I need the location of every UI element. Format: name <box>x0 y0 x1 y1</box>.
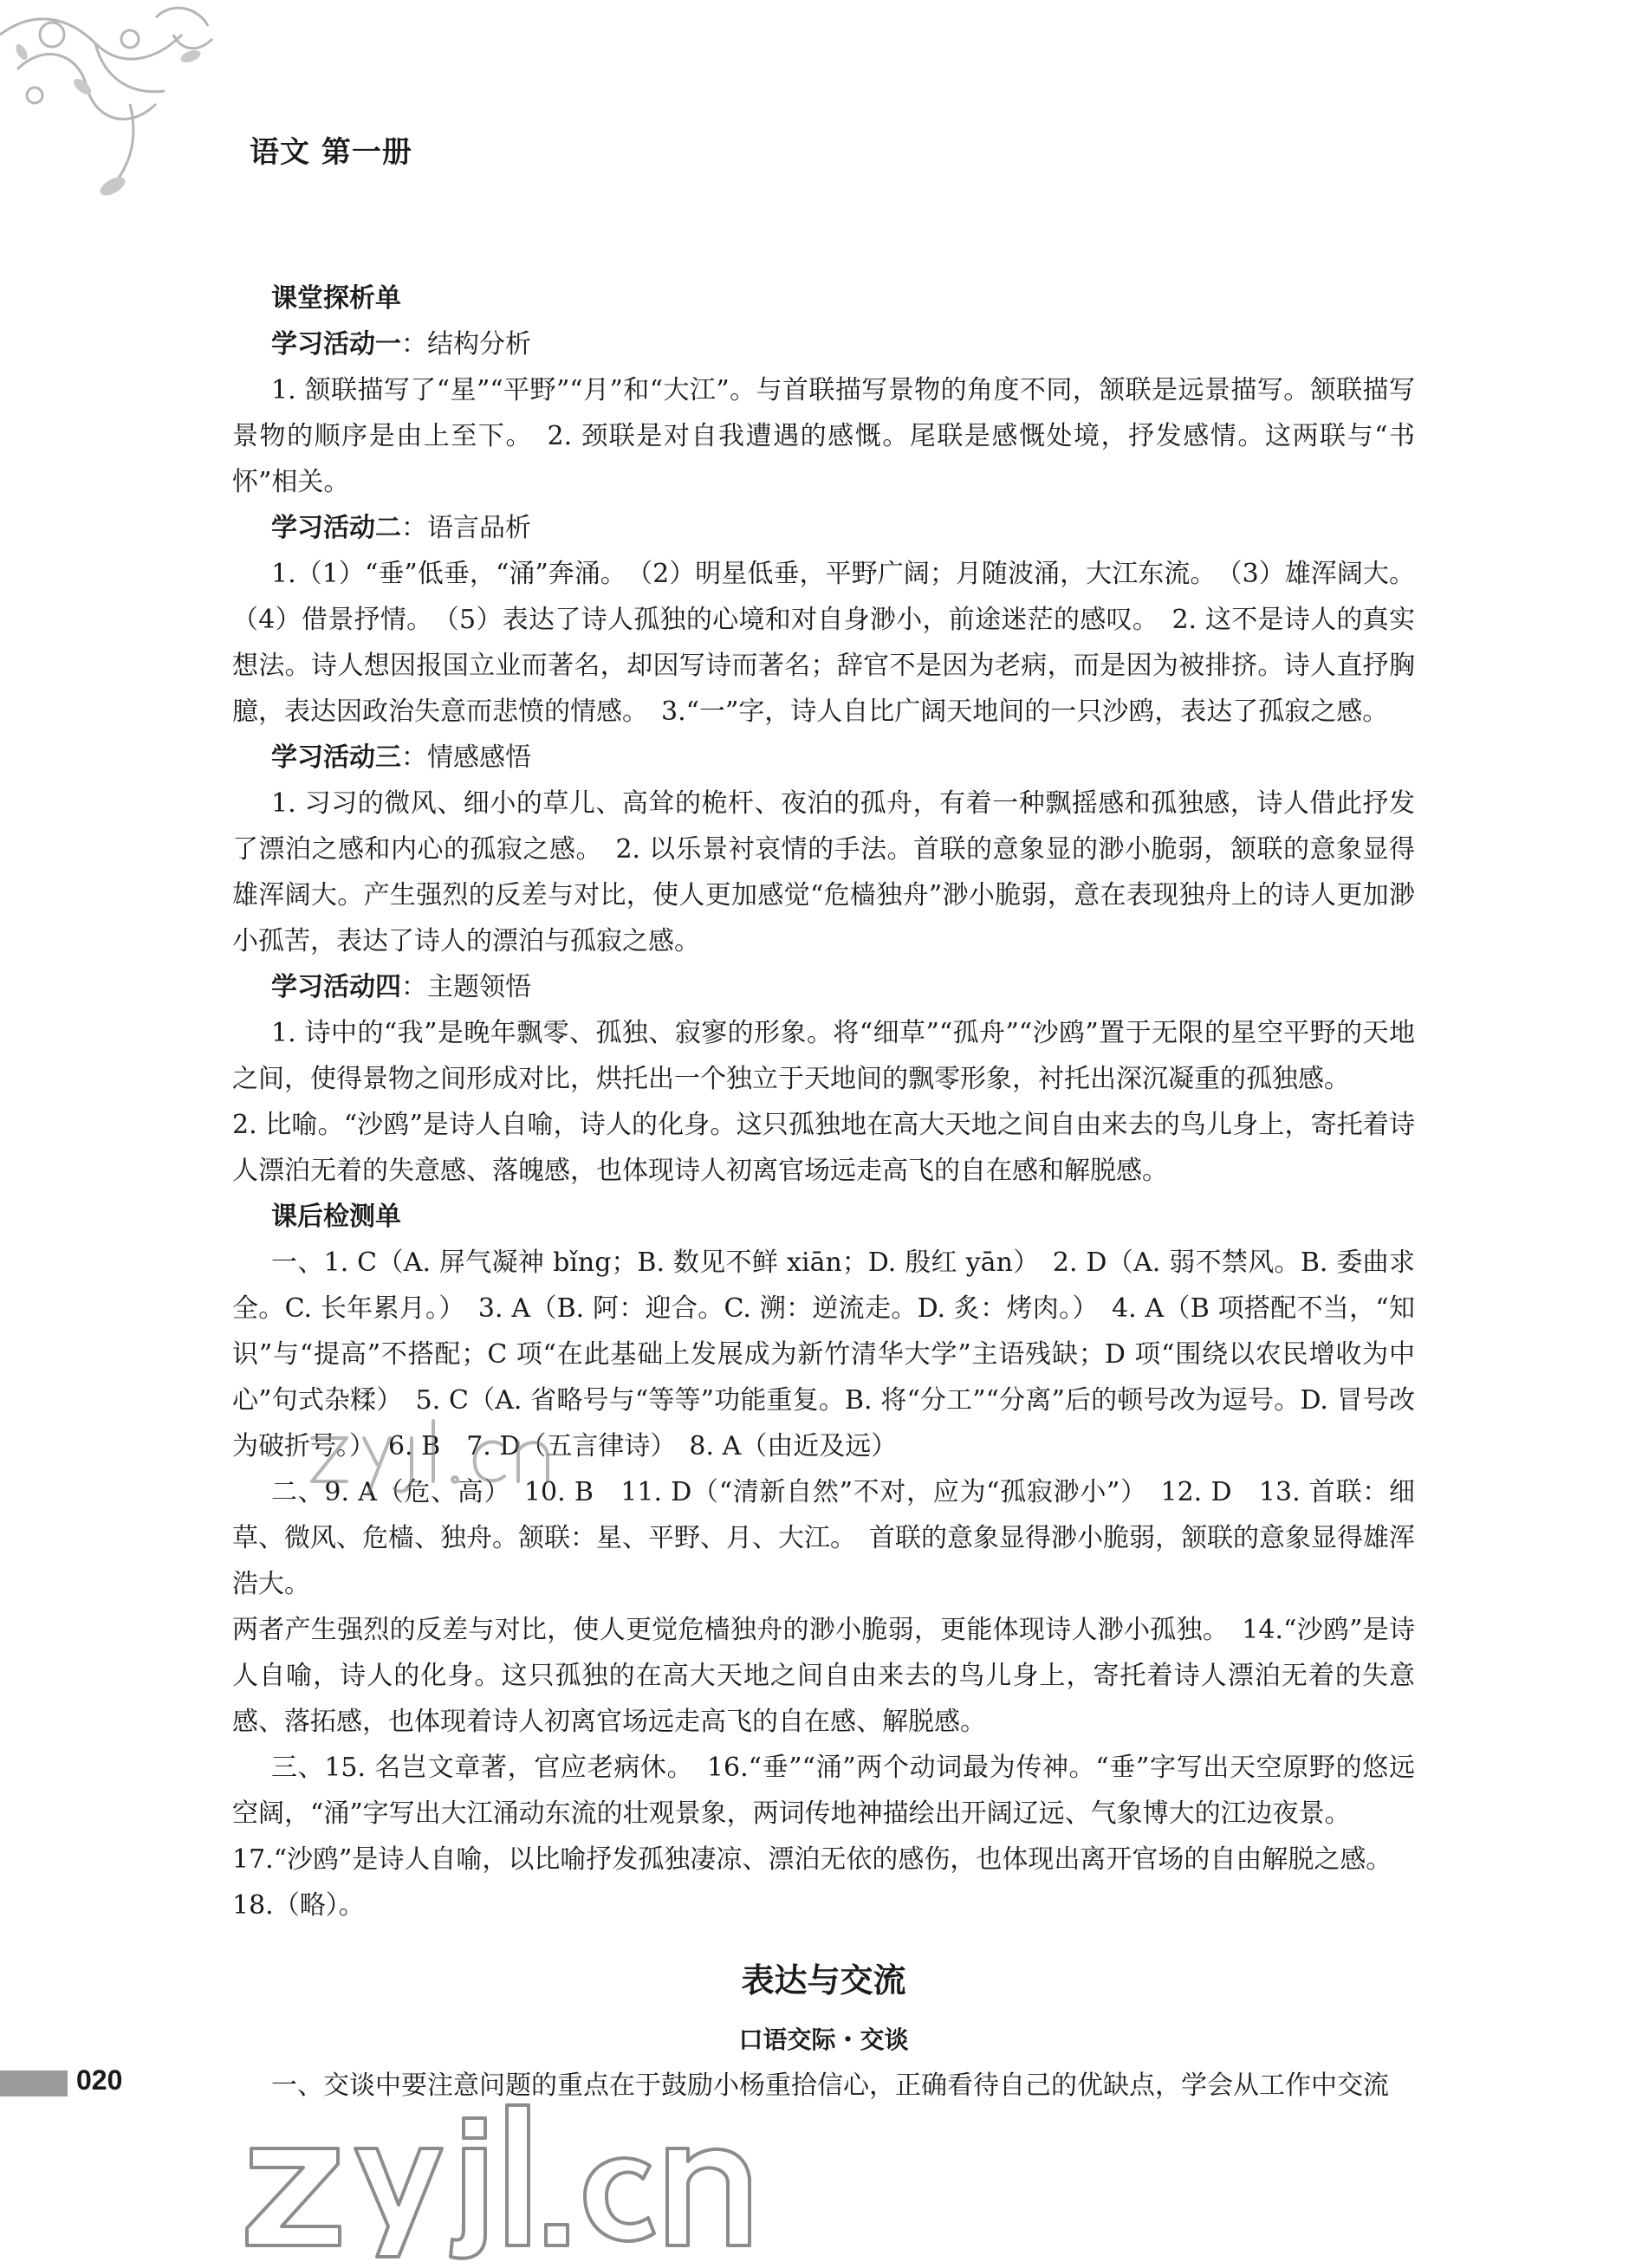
activity-title: 情感感悟 <box>427 742 531 773</box>
activity-heading: 学习活动四：主题领悟 <box>271 972 531 1002</box>
activity-title: 主题领悟 <box>427 972 531 1002</box>
test-answer: 三、15. 名岂文章著，官应老病休。 16.“垂”“涌”两个动词最为传神。“垂”字写出天空原野的悠远空阔，“涌”字写出大江涌动东流的壮观景象，两词传地神描绘出开阔辽远、气象博大的江边夜景。 <box>232 1753 1415 1829</box>
test-answer: 二、9. A（危、高） 10. B 11. D（“清新自然”不对，应为“孤寂渺小”） 12. D 13. 首联：细草、微风、危樯、独舟。颔联：星、平野、月、大江。 首联的意象显得渺小脆弱，颔联的意象显得雄浑浩大。 <box>232 1477 1415 1599</box>
test-answer: 一、1. C（A. 屏气凝神 bǐng；B. 数见不鲜 xiān；D. 殷红 yān） 2. D（A. 弱不禁风。B. 委曲求全。C. 长年累月。） 3. A（B. 阿：迎合。C. 溯：逆流走。D. 炙：烤肉。） 4. A（B 项搭配不当，“知识”与“提高”不搭配；C 项“在此基础上发展成为新竹清华大学”主语残缺；D 项“围绕以农民增收为中心”句式杂糅） 5. C（A. 省略号与“等等”功能重复。B. 将“分工”“分离”后的顿号改为逗号。D. 冒号改为破折号。） 6. B 7. D（五言律诗） 8. A（由近及远） <box>232 1247 1415 1461</box>
section-subtitle: 口语交际・交谈 <box>738 2025 909 2054</box>
activity-title: 语言品析 <box>427 513 531 543</box>
activity-label: 学习活动四 <box>271 972 401 1002</box>
answer-content <box>232 275 1415 2109</box>
activity-answer: 1. 诗中的“我”是晚年飘零、孤独、寂寥的形象。将“细草”“孤舟”“沙鸥”置于无限的星空平野的天地之间，使得景物之间形成对比，烘托出一个独立于天地间的飘零形象，衬托出深沉凝重的孤独感。 <box>232 1018 1415 1094</box>
activity-answer: 1. 颔联描写了“星”“平野”“月”和“大江”。与首联描写景物的角度不同，颔联是远景描写。颔联描写景物的顺序是由上至下。 2. 颈联是对自我遭遇的感慨。尾联是感慨处境，抒发感情。这两联与“书怀”相关。 <box>232 375 1415 497</box>
page-number-bar <box>0 2070 68 2096</box>
activity-answer: 1.（1）“垂”低垂，“涌”奔涌。 （2）明星低垂，平野广阔；月随波涌，大江东流。 （3）雄浑阔大。（4）借景抒情。 （5）表达了诗人孤独的心境和对自身渺小，前途迷茫的感叹。 2. 这不是诗人的真实想法。诗人想因报国立业而著名，却因写诗而著名；辞官不是因为老病，而是因为被排挤。诗人直抒胸臆，表达因政治失意而悲愤的情感。 3.“一”字，诗人自比广阔天地间的一只沙鸥，表达了孤寂之感。 <box>232 559 1415 727</box>
activity-heading: 学习活动三：情感感悟 <box>271 742 531 773</box>
activity-label: 学习活动三 <box>271 742 401 773</box>
section-text: 一、交谈中要注意问题的重点在于鼓励小杨重拾信心，正确看待自己的优缺点，学会从工作中交流 <box>271 2070 1389 2101</box>
activity-heading: 学习活动一：结构分析 <box>271 329 531 360</box>
activity-title: 结构分析 <box>427 329 531 360</box>
book-title: 语文 第一册 <box>250 135 412 170</box>
watermark-logo <box>243 2096 866 2261</box>
section-heading-class-inquiry: 课堂探析单 <box>271 283 401 314</box>
test-answer: 两者产生强烈的反差与对比，使人更觉危樯独舟的渺小脆弱，更能体现诗人渺小孤独。 14.“沙鸥”是诗人自喻，诗人的化身。这只孤独的在高大天地之间自由来去的鸟儿身上，寄托着诗人漂泊无着的失意感、落拓感，也体现着诗人初离官场远走高飞的自在感、解脱感。 <box>232 1615 1415 1737</box>
corner-ornament <box>0 0 225 208</box>
test-answer: 18.（略）。 <box>232 1890 365 1921</box>
activity-answer: 2. 比喻。“沙鸥”是诗人自喻，诗人的化身。这只孤独地在高大天地之间自由来去的鸟儿身上，寄托着诗人漂泊无着的失意感、落魄感，也体现诗人初离官场远走高飞的自在感和解脱感。 <box>232 1110 1415 1186</box>
activity-label: 学习活动二 <box>271 513 401 543</box>
activity-answer: 1. 习习的微风、细小的草儿、高耸的桅杆、夜泊的孤舟，有着一种飘摇感和孤独感，诗人借此抒发了漂泊之感和内心的孤寂之感。 2. 以乐景衬哀情的手法。首联的意象显的渺小脆弱，颔联的意象显得雄浑阔大。产生强烈的反差与对比，使人更加感觉“危樯独舟”渺小脆弱，意在表现独舟上的诗人更加渺小孤苦，表达了诗人的漂泊与孤寂之感。 <box>232 788 1415 956</box>
section-heading-after-class-test: 课后检测单 <box>271 1202 401 1232</box>
activity-label: 学习活动一 <box>271 329 401 360</box>
test-answer: 17.“沙鸥”是诗人自喻，以比喻抒发孤独凄凉、漂泊无依的感伤，也体现出离开官场的自由解脱之感。 <box>232 1844 1392 1875</box>
section-title: 表达与交流 <box>741 1961 906 1999</box>
watermark-logo <box>303 1412 563 1499</box>
page-number: 020 <box>76 2064 123 2096</box>
activity-heading: 学习活动二：语言品析 <box>271 513 531 543</box>
